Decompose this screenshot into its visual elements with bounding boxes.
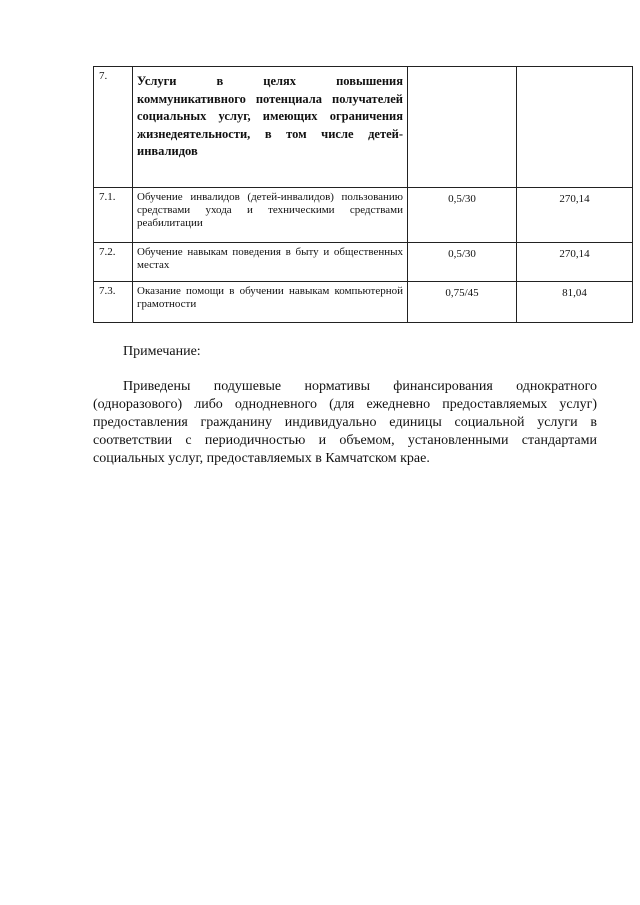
norm-value: 0,75/45 [408, 282, 517, 323]
note-text: Приведены подушевые нормативы финансирования однократного (одноразового) либо однодневного (для ежедневно предоставляемых услуг) предоставления гражданину индивидуально единицы социальной услуги в соответствии с периодичностью и объемом, установленными стандартами социальных услуг, предоставляемых в Камчатском крае. [93, 379, 597, 466]
table-row [94, 67, 633, 188]
cost-value: 81,04 [517, 282, 633, 323]
row-number: 7.1. [94, 188, 133, 243]
service-name: Оказание помощи в обучении навыкам компьютерной грамотности [133, 282, 408, 323]
norm-value [408, 67, 517, 188]
note-label: Примечание: [123, 344, 201, 359]
norm-value: 0,5/30 [408, 188, 517, 243]
cost-value: 270,14 [517, 188, 633, 243]
table-row [94, 282, 633, 323]
norm-value: 0,5/30 [408, 243, 517, 282]
cost-value [517, 67, 633, 188]
row-number: 7.2. [94, 243, 133, 282]
table-row [94, 188, 633, 243]
service-name: Обучение навыкам поведения в быту и общественных местах [133, 243, 408, 282]
table-row [94, 243, 633, 282]
cost-value: 270,14 [517, 243, 633, 282]
services-table [93, 66, 633, 323]
row-number: 7.3. [94, 282, 133, 323]
service-name: Обучение инвалидов (детей-инвалидов) пользованию средствами ухода и техническими средствами реабилитации [133, 188, 408, 243]
row-number: 7. [94, 67, 133, 188]
service-name: Услуги в целях повышения коммуникативного потенциала получателей социальных услуг, имеющих ограничения жизнедеятельности, в том числе детей-инвалидов [133, 67, 408, 188]
